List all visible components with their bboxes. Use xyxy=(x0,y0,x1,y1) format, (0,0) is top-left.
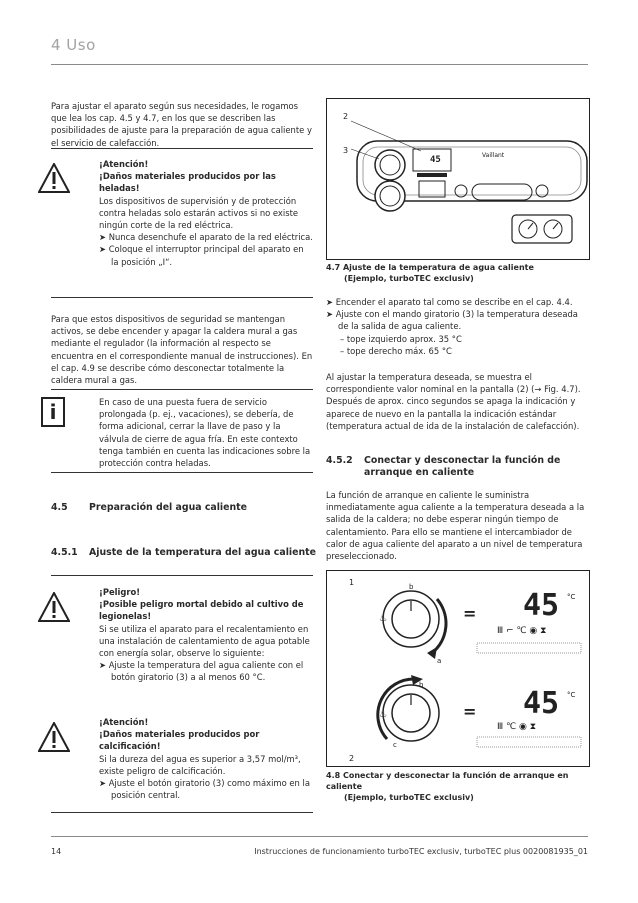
warn3-bottom-rule xyxy=(51,812,313,813)
warning-body: Si se utiliza el aparato para el recalentamiento en una instalación de calentamiento de agua potable con energía solar, observe lo siguiente: xyxy=(99,623,310,659)
warning-subtitle: ¡Daños materiales producidos por calcificación! xyxy=(99,729,260,752)
paragraph-2: Para que estos dispositivos de seguridad se mantengan activos, se debe encender y apagar la caldera mural a gas mediante el regulador (la información al respecto se encuentra en el correspondiente manual de instrucciones). En el cap. 4.9 se describe cómo desconectar totalmente la caldera mural a gas. xyxy=(51,314,313,386)
warning-icon xyxy=(38,592,70,625)
callout-label: 3 xyxy=(343,146,349,155)
unit-label: °C xyxy=(567,691,576,699)
info-bottom-rule xyxy=(51,472,313,473)
warning-bullet: ➤ Nunca desenchufe el aparato de la red eléctrica. xyxy=(99,232,313,243)
intro-paragraph: Para ajustar el aparato según sus necesidades, le rogamos que lea los cap. 4.5 y 4.7, en los que se describen las posibilidades de ajuste para la preparación de agua caliente y el servicio de calefacción. xyxy=(51,101,312,148)
svg-text:Ⅲ ℃ ◉ ⧗: Ⅲ ℃ ◉ ⧗ xyxy=(497,722,537,732)
section-title: Ajuste de la temperatura del agua caliente xyxy=(89,547,316,558)
figure-4-8 xyxy=(326,570,590,767)
warning-subtitle: ¡Posible peligro mortal debido al cultivo de legionelas! xyxy=(99,599,304,622)
warning-title: ¡Peligro! xyxy=(99,587,141,597)
callout-label: b xyxy=(419,681,424,689)
detail-item: – tope derecho máx. 65 °C xyxy=(340,345,452,356)
boiler-control-panel xyxy=(327,99,589,259)
panel-display-value: 45 xyxy=(430,155,441,165)
paragraph-3: Al ajustar la temperatura deseada, se muestra el correspondiente valor nominal en la pantalla (2) (→ Fig. 4.7). Después de aprox. cinco segundos se apaga la indicación y aparece de nuevo en la pantalla la indicación estándar (temperatura actual de ida de la instalación de calefacción). xyxy=(326,372,581,431)
warn1-bottom-rule xyxy=(51,297,313,298)
section-number: 4.5 xyxy=(51,502,68,513)
footer-text: Instrucciones de funcionamiento turboTEC exclusiv, turboTEC plus 0020081935_01 xyxy=(254,847,588,856)
warning-bullet: ➤ Coloque el interruptor principal del aparato en la posición „I“. xyxy=(99,244,304,267)
warning-bullet: ➤ Ajuste la temperatura del agua caliente con el botón giratorio (3) a al menos 60 °C. xyxy=(99,660,304,683)
figure-caption: 4.7 Ajuste de la temperatura de agua caliente (Ejemplo, turboTEC exclusiv) xyxy=(326,263,534,283)
section-number: 4.5.1 xyxy=(51,547,78,558)
warning-body: Si la dureza del agua es superior a 3,57 mol/m³, existe peligro de calcificación. xyxy=(99,753,301,776)
warn2-top-rule xyxy=(51,575,313,576)
step-bullet: ➤ Ajuste con el mando giratorio (3) la temperatura deseada de la salida de agua caliente. xyxy=(326,309,578,332)
info-text: En caso de una puesta fuera de servicio prolongada (p. ej., vacaciones), se debería, de forma adicional, cerrar la llave de paso y la válvula de cierre de agua fría. En este contexto tenga también en cuenta las indicaciones sobre la protección contra heladas. xyxy=(99,397,311,469)
warm-start-illustration xyxy=(327,571,589,766)
section-title: Conectar y desconectar la función de arranque en caliente xyxy=(364,455,561,478)
warning-title: ¡Atención! xyxy=(99,717,149,727)
warning-block-3 xyxy=(99,716,313,801)
unit-label: °C xyxy=(567,593,576,601)
header-rule xyxy=(51,64,588,65)
info-icon: i xyxy=(41,397,65,427)
warning-bullet: ➤ Ajuste el botón giratorio (3) como máximo en la posición central. xyxy=(99,778,310,801)
display-value: 45 xyxy=(523,588,560,623)
page-number: 14 xyxy=(51,847,62,856)
callout-label: 1 xyxy=(349,578,355,587)
figure-4-7 xyxy=(326,98,590,260)
warning-subtitle: ¡Daños materiales producidos por las heladas! xyxy=(99,171,276,194)
warning-icon xyxy=(38,163,70,196)
page-header: 4 Uso xyxy=(51,36,96,54)
section-number: 4.5.2 xyxy=(326,455,353,466)
figure-caption: 4.8 Conectar y desconectar la función de arranque en caliente (Ejemplo, turboTEC exclusiv) xyxy=(326,771,569,802)
warning-block-1 xyxy=(99,158,313,268)
detail-item: – tope izquierdo aprox. 35 °C xyxy=(340,333,462,344)
warn1-top-rule xyxy=(51,148,313,149)
warning-icon xyxy=(38,722,70,755)
brand-label: Vaillant xyxy=(482,152,505,159)
display-value: 45 xyxy=(523,686,560,721)
svg-text:♨: ♨ xyxy=(379,710,388,720)
svg-text:♨: ♨ xyxy=(379,614,388,624)
section-title: Preparación del agua caliente xyxy=(89,502,248,513)
warning-block-2 xyxy=(99,586,313,684)
info-top-rule xyxy=(51,389,313,390)
svg-text:=: = xyxy=(463,604,477,623)
warning-body: Los dispositivos de supervisión y de protección contra heladas solo estarán activos si no existe ningún corte de la red eléctrica. xyxy=(99,195,299,231)
callout-label: a xyxy=(437,657,442,665)
warning-title: ¡Atención! xyxy=(99,159,149,169)
footer-rule xyxy=(51,836,588,837)
callout-label: 2 xyxy=(343,112,349,121)
paragraph-4: La función de arranque en caliente le suministra inmediatamente agua caliente a la temperatura deseada a la salida de la caldera; no debe esperar ningún tiempo de calentamiento. Para ello se mantiene el intercambiador de calor de agua caliente del aparato a un nivel de temperatura preseleccionado. xyxy=(326,490,585,562)
steps-list xyxy=(326,296,588,357)
svg-text:=: = xyxy=(463,702,477,721)
svg-text:Ⅲ ⌐ ℃ ◉ ⧗: Ⅲ ⌐ ℃ ◉ ⧗ xyxy=(497,626,547,636)
callout-label: b xyxy=(409,583,414,591)
callout-label: c xyxy=(393,741,397,749)
step-bullet: ➤ Encender el aparato tal como se describe en el cap. 4.4. xyxy=(326,297,573,307)
callout-label: 2 xyxy=(349,754,355,763)
